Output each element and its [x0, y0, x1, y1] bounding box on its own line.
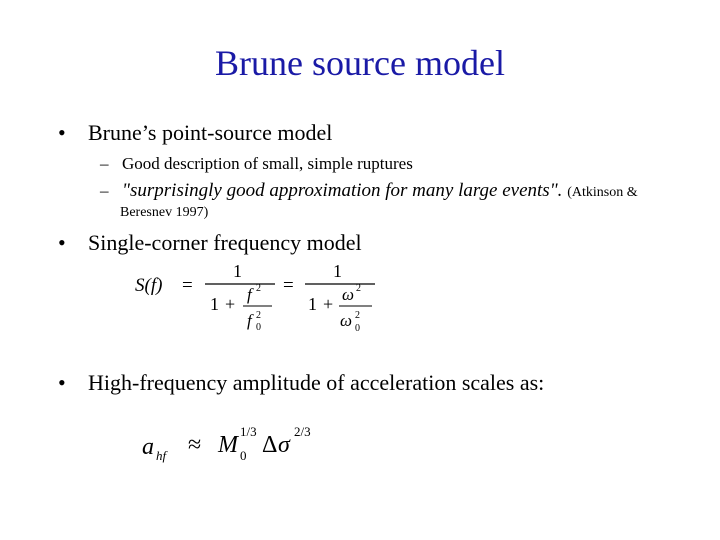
- eq-plus-2: +: [323, 294, 334, 314]
- eq-f-num-exp: 2: [256, 283, 261, 294]
- eq-f-den-sub: 0: [256, 322, 261, 333]
- eq-numerator-2: 1: [333, 261, 342, 281]
- sub-bullet-text: Good description of small, simple ruptures: [122, 154, 413, 173]
- dash-icon: –: [100, 181, 109, 200]
- bullet-icon: •: [58, 120, 66, 145]
- eq-omega-den-sub: 0: [355, 323, 360, 334]
- eq-one-1: 1: [210, 294, 219, 314]
- eq2-delta: Δ: [262, 432, 278, 458]
- bullet-text: Single-corner frequency model: [88, 230, 362, 255]
- eq2-a-sub: hf: [156, 448, 167, 463]
- eq-omega-num-exp: 2: [356, 283, 361, 294]
- equation-acceleration-scaling: [138, 418, 378, 468]
- citation-text: (Atkinson &: [567, 185, 638, 200]
- quote-text: "surprisingly good approximation for many large events".: [122, 180, 568, 201]
- bullet-high-frequency: [58, 370, 544, 396]
- eq-omega-den: ω: [340, 311, 353, 330]
- eq-plus-1: +: [225, 294, 236, 314]
- slide-title: Brune source model: [215, 43, 505, 83]
- eq-f-den-exp: 2: [256, 310, 261, 321]
- dash-icon: –: [100, 154, 109, 173]
- eq-equals-1: =: [182, 275, 193, 296]
- eq-omega-den-exp: 2: [355, 310, 360, 321]
- eq2-sigma-exp: 2/3: [294, 424, 311, 439]
- sub-bullet-large-events: [100, 180, 638, 202]
- equation-single-corner: [130, 258, 390, 340]
- bullet-icon: •: [58, 230, 66, 255]
- bullet-icon: •: [58, 370, 66, 395]
- eq2-M-exp: 1/3: [240, 424, 257, 439]
- eq2-sigma: σ: [278, 432, 290, 458]
- eq-equals-2: =: [283, 275, 294, 296]
- eq-lhs: S(f): [135, 275, 163, 296]
- eq-one-2: 1: [308, 294, 317, 314]
- eq2-M-sub: 0: [240, 448, 247, 463]
- eq-omega-num: ω: [342, 285, 355, 304]
- bullet-point-source-model: [58, 120, 332, 146]
- bullet-text: Brune’s point-source model: [88, 120, 333, 145]
- eq-f-num: f: [247, 285, 252, 304]
- citation-continuation: Beresnev 1997): [120, 205, 209, 220]
- sub-bullet-small-ruptures: [100, 154, 413, 174]
- bullet-text: High-frequency amplitude of acceleration scales as:: [88, 370, 545, 395]
- eq-numerator-1: 1: [233, 261, 242, 281]
- eq2-M: M: [218, 432, 238, 458]
- eq-f-den: f: [247, 311, 252, 330]
- eq2-a: a: [142, 434, 154, 460]
- bullet-single-corner: [58, 230, 362, 256]
- eq2-approx: ≈: [188, 432, 202, 458]
